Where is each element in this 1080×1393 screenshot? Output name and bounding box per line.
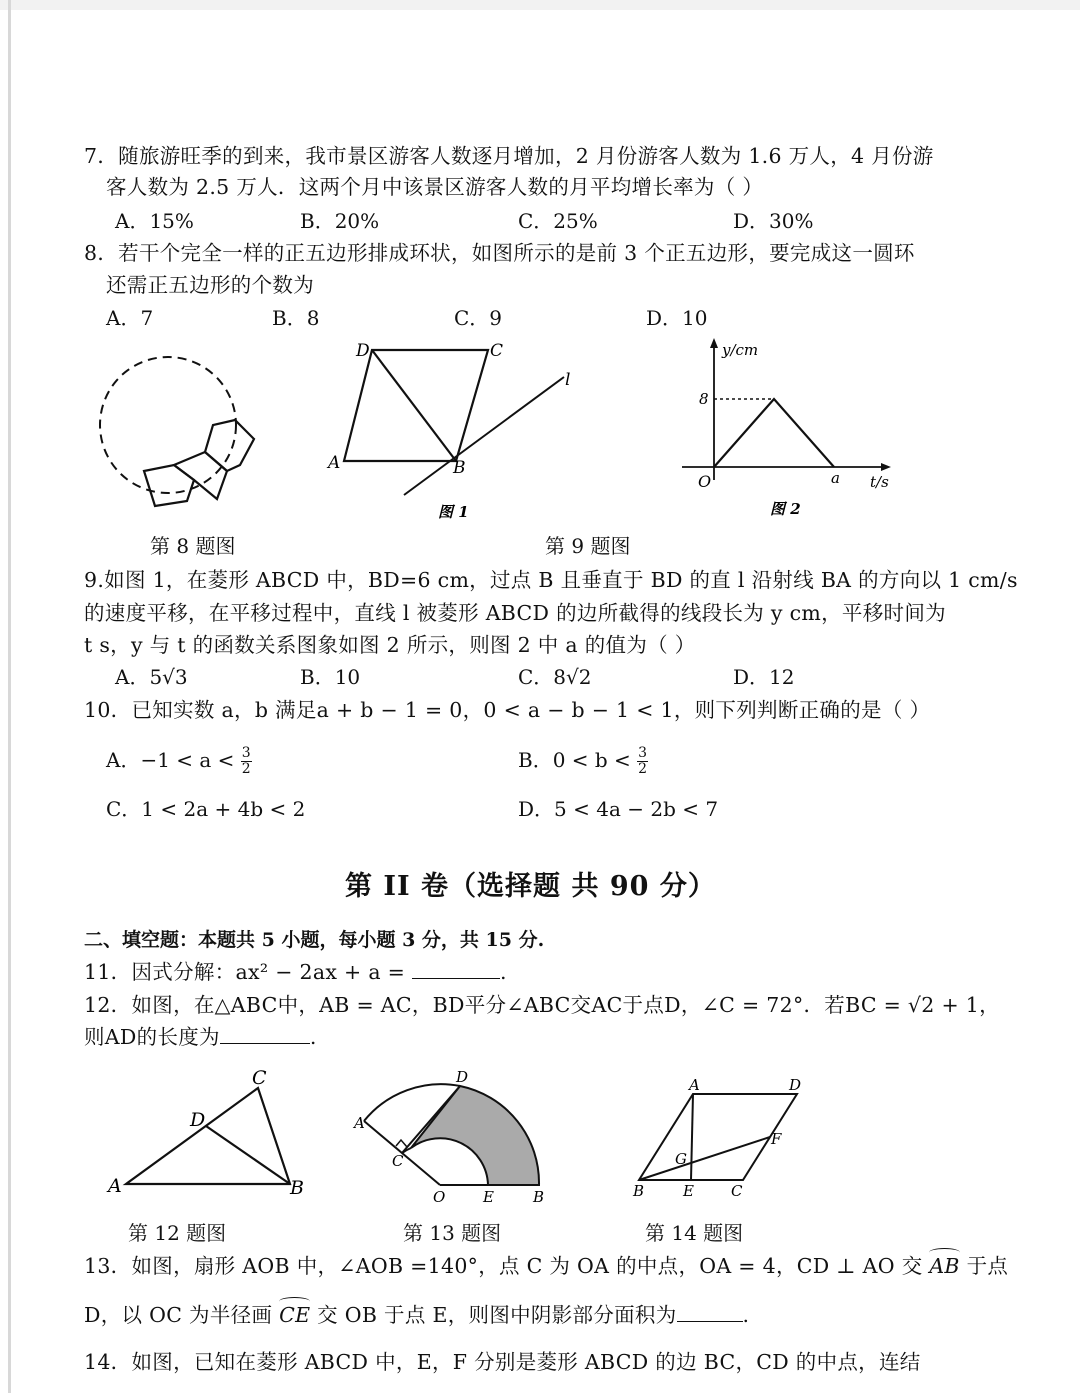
q13-end: . <box>742 1303 750 1327</box>
figure-q12 <box>100 1062 320 1207</box>
figure-q9-1-svg <box>320 335 590 525</box>
figure-q14-svg <box>625 1070 825 1210</box>
label-g: G <box>675 1150 687 1168</box>
figure-q9-caption: 第 9 题图 <box>545 534 631 558</box>
q13-answer-blank <box>677 1301 743 1322</box>
figure-q14-caption: 第 14 题图 <box>645 1221 744 1245</box>
label-c: C <box>731 1182 743 1200</box>
arc-ab-text: AB <box>929 1254 960 1278</box>
section-part-heading: 二、填空题：本题共 5 小题，每小题 3 分，共 15 分. <box>84 929 545 951</box>
q11-text: 11．因式分解：ax² − 2ax + a = <box>84 960 412 984</box>
q13-line2b: 交 OB 于点 E，则图中阴影部分面积为 <box>310 1303 677 1327</box>
q7-line1: 7．随旅游旺季的到来，我市景区游客人数逐月增加，2 月份游客人数为 1.6 万人，4 月份游 <box>84 144 934 168</box>
figure-q9-1 <box>320 335 590 525</box>
q8-option-b: B．8 <box>272 306 320 330</box>
q10-option-b-fraction <box>637 746 648 777</box>
q10-option-a <box>106 745 252 777</box>
label-c: C <box>252 1067 267 1089</box>
q7-line2: 客人数为 2.5 万人．这两个月中该景区游客人数的月平均增长率为（ ） <box>106 175 764 199</box>
figure-q13-caption: 第 13 题图 <box>403 1221 502 1245</box>
q13-line1b: 于点 <box>959 1254 1009 1278</box>
label-d: D <box>190 1109 206 1131</box>
label-a: A <box>689 1076 700 1094</box>
q7-option-d: D．30% <box>733 209 814 233</box>
q7-option-b: B．20% <box>300 209 380 233</box>
figure-q8-svg <box>90 355 270 515</box>
q7-option-c: C．25% <box>518 209 598 233</box>
q13-line2a: D，以 OC 为半径画 <box>84 1303 280 1327</box>
q12-answer-blank <box>220 1023 310 1044</box>
label-b: B <box>453 458 466 478</box>
figure-q13-svg <box>350 1068 560 1208</box>
q13-line1 <box>84 1251 1008 1281</box>
label-b: B <box>533 1188 545 1206</box>
q8-option-d: D．10 <box>646 306 708 330</box>
line-l <box>404 377 564 495</box>
q8-option-c: C．9 <box>454 306 503 330</box>
rhombus-abcd <box>344 350 488 461</box>
q10-option-b-text: B．0 < b < <box>518 748 638 772</box>
label-e: E <box>683 1182 694 1200</box>
function-graph <box>714 399 834 467</box>
q9-option-c: C．8√2 <box>518 665 592 689</box>
label-c: C <box>392 1152 404 1170</box>
label-a: A <box>328 453 341 473</box>
label-c: C <box>490 341 504 361</box>
arc-mark <box>929 1248 959 1257</box>
figure-q9-2-svg <box>678 335 898 525</box>
q9-option-b: B．10 <box>300 665 361 689</box>
figure-q8-caption: 第 8 题图 <box>150 534 236 558</box>
arc-ce-text: CE <box>279 1303 311 1327</box>
figure-q8 <box>90 355 270 515</box>
q9-line2: 的速度平移，在平移过程中，直线 l 被菱形 ABCD 的边所截得的线段长为 y cm，平移时间为 <box>84 601 946 625</box>
q10-option-a-fraction <box>241 746 252 777</box>
page-left-edge <box>8 0 11 1393</box>
q8-option-a: A．7 <box>106 306 154 330</box>
fig1-label: 图 1 <box>438 503 469 521</box>
tick-a: a <box>831 469 840 487</box>
triangle-abc <box>126 1088 290 1184</box>
label-d: D <box>456 1068 469 1086</box>
q9-option-a: A．5√3 <box>115 665 188 689</box>
fig2-label: 图 2 <box>770 500 801 518</box>
q9-option-d: D．12 <box>733 665 795 689</box>
x-axis-label: t/s <box>870 473 889 491</box>
figure-q12-svg <box>100 1062 320 1207</box>
x-axis-arrow <box>881 463 891 471</box>
q12-line2 <box>84 1022 317 1052</box>
arc-mark <box>279 1297 310 1306</box>
q13-line2 <box>84 1300 749 1330</box>
q11 <box>84 957 507 987</box>
q12-end: . <box>309 1025 317 1049</box>
q13-arc-ab <box>929 1251 959 1281</box>
q10-option-c: C．1 < 2a + 4b < 2 <box>106 797 306 821</box>
q13-arc-ce <box>279 1300 310 1330</box>
label-l: l <box>565 370 571 390</box>
label-o: O <box>433 1188 446 1206</box>
frac-num: 3 <box>638 745 648 761</box>
frac-den: 2 <box>241 761 251 777</box>
pentagon-3 <box>205 420 254 471</box>
segment-bf <box>639 1137 770 1180</box>
q9-line3: t s，y 与 t 的函数关系图象如图 2 所示，则图 2 中 a 的值为（ ） <box>84 633 696 657</box>
right-angle-mark <box>396 1140 407 1147</box>
q11-end: . <box>499 960 507 984</box>
shaded-region <box>411 1086 539 1185</box>
frac-den: 2 <box>638 761 648 777</box>
q12-line2-text: 则AD的长度为 <box>84 1025 220 1049</box>
q12-line1: 12．如图，在△ABC中，AB = AC，BD平分∠ABC交AC于点D，∠C = 72°．若BC = √2 + 1， <box>84 993 1000 1017</box>
q10-option-b <box>518 745 648 777</box>
q14-line1: 14．如图，已知在菱形 ABCD 中，E，F 分别是菱形 ABCD 的边 BC，CD 的中点，连结 <box>84 1350 921 1374</box>
label-e: E <box>483 1188 494 1206</box>
q9-line1: 9.如图 1，在菱形 ABCD 中，BD=6 cm，过点 B 且垂直于 BD 的直 l 沿射线 BA 的方向以 1 cm/s <box>84 568 1018 592</box>
q10-option-d: D．5 < 4a − 2b < 7 <box>518 797 719 821</box>
segment-ae <box>691 1094 693 1180</box>
figure-q14 <box>625 1070 825 1210</box>
figure-q9-2 <box>678 335 898 525</box>
q8-line2: 还需正五边形的个数为 <box>106 273 314 297</box>
pentagon-1 <box>144 465 194 506</box>
q11-answer-blank <box>412 958 500 979</box>
label-d: D <box>789 1076 802 1094</box>
q10-option-a-text: A．−1 < a < <box>106 748 241 772</box>
tick-8: 8 <box>699 390 709 408</box>
y-axis-label: y/cm <box>722 341 759 359</box>
origin-label: O <box>698 472 712 491</box>
label-f: F <box>771 1130 782 1148</box>
page-top-bar <box>0 0 1080 10</box>
figure-q12-caption: 第 12 题图 <box>128 1221 227 1245</box>
q8-line1: 8．若干个完全一样的正五边形排成环状，如图所示的是前 3 个正五边形，要完成这一圆环 <box>84 241 915 265</box>
frac-num: 3 <box>241 745 251 761</box>
q7-option-a: A．15% <box>115 209 194 233</box>
diagonal-bd <box>372 350 456 461</box>
y-axis-arrow <box>710 338 718 348</box>
label-b: B <box>633 1182 645 1200</box>
q10-line1: 10．已知实数 a，b 满足a + b − 1 = 0，0 < a − b − 1 < 1，则下列判断正确的是（ ） <box>84 698 931 722</box>
label-d: D <box>356 341 370 361</box>
section-title: 第 II 卷（选择题 共 90 分） <box>345 871 716 902</box>
label-b: B <box>290 1177 304 1199</box>
q13-line1a: 13．如图，扇形 AOB 中，∠AOB =140°，点 C 为 OA 的中点，OA = 4，CD ⊥ AO 交 <box>84 1254 930 1278</box>
label-a: A <box>108 1175 122 1197</box>
segment-bd <box>206 1126 290 1184</box>
label-a: A <box>354 1114 365 1132</box>
figure-q13 <box>350 1068 560 1208</box>
